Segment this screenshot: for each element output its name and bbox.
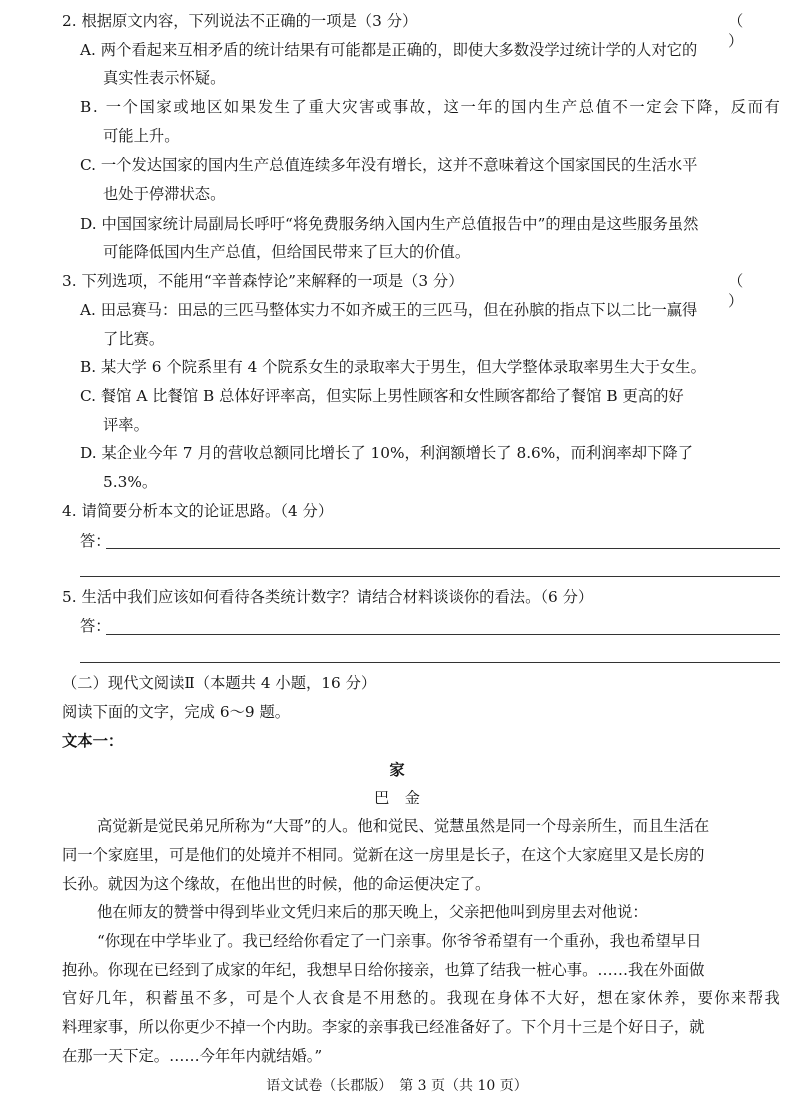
question-3-option-d: D. 某企业今年 7 月的营收总额同比增长了 10%，利润额增长了 8.6%，而利润率却下降了 xyxy=(80,444,693,462)
question-2-stem: 2. 根据原文内容，下列说法不正确的一项是（3 分） xyxy=(62,12,418,30)
article-line-9: 在那一天下定。……今年年内就结婚。” xyxy=(62,1047,323,1065)
question-2-answer-bracket: （ ） xyxy=(728,12,772,50)
question-2-option-d: D. 中国国家统计局副局长呼吁“将免费服务纳入国内生产总值报告中”的理由是这些服务虽然 xyxy=(80,215,699,233)
section-instruction: 阅读下面的文字，完成 6～9 题。 xyxy=(62,703,291,721)
article-line-6: 抱孙。你现在已经到了成家的年纪，我想早日给你接亲，也算了结我一桩心事。……我在外面做 xyxy=(62,961,705,979)
question-3-option-c-cont: 评率。 xyxy=(103,416,149,434)
question-3-answer-bracket: （ ） xyxy=(728,272,772,310)
article-line-4: 他在师友的赞誉中得到毕业文凭归来后的那天晚上，父亲把他叫到房里去对他说： xyxy=(97,903,648,921)
question-3-option-a-cont: 了比赛。 xyxy=(103,330,165,348)
question-2-option-b: B. 一个国家或地区如果发生了重大灾害或事故，这一年的国内生产总值不一定会下降，反而有 xyxy=(80,98,782,116)
article-line-5: “你现在中学毕业了。我已经给你看定了一门亲事。你爷爷希望有一个重孙，我也希望早日 xyxy=(97,932,702,950)
question-3-option-d-cont: 5.3%。 xyxy=(103,473,158,491)
question-2-option-c: C. 一个发达国家的国内生产总值连续多年没有增长，这并不意味着这个国家国民的生活水平 xyxy=(80,156,698,174)
question-2-option-c-cont: 也处于停滞状态。 xyxy=(103,185,226,203)
question-3-stem: 3. 下列选项，不能用“辛普森悖论”来解释的一项是（3 分） xyxy=(62,272,464,290)
article-author: 巴 金 xyxy=(374,789,420,807)
question-2-option-d-cont: 可能降低国内生产总值，但给国民带来了巨大的价值。 xyxy=(103,243,471,261)
question-4-answer-line-1[interactable] xyxy=(106,548,780,549)
article-title: 家 xyxy=(389,761,405,779)
question-3-option-c: C. 餐馆 A 比餐馆 B 总体好评率高，但实际上男性顾客和女性顾客都给了餐馆 B 更高的好 xyxy=(80,387,684,405)
question-4-stem: 4. 请简要分析本文的论证思路。（4 分） xyxy=(62,502,334,520)
question-2-option-b-cont: 可能上升。 xyxy=(103,127,180,145)
question-5-answer-label: 答： xyxy=(80,617,111,635)
question-5-stem: 5. 生活中我们应该如何看待各类统计数字？请结合材料谈谈你的看法。（6 分） xyxy=(62,588,594,606)
article-line-1: 高觉新是觉民弟兄所称为“大哥”的人。他和觉民、觉慧虽然是同一个母亲所生，而且生活在 xyxy=(97,817,710,835)
article-line-7: 官好几年，积蓄虽不多，可是个人衣食是不用愁的。我现在身体不大好，想在家休养，要你来帮我 xyxy=(62,989,782,1007)
question-4-answer-line-2[interactable] xyxy=(80,576,780,577)
question-3-option-b: B. 某大学 6 个院系里有 4 个院系女生的录取率大于男生，但大学整体录取率男生大于女生。 xyxy=(80,358,706,376)
article-line-2: 同一个家庭里，可是他们的处境并不相同。觉新在这一房里是长子，在这个大家庭里又是长房的 xyxy=(62,846,705,864)
article-line-8: 料理家事，所以你更少不掉一个内助。李家的亲事我已经准备好了。下个月十三是个好日子，就 xyxy=(62,1018,705,1036)
question-2-option-a: A. 两个看起来互相矛盾的统计结果有可能都是正确的，即使大多数没学过统计学的人对它的 xyxy=(80,41,698,59)
article-line-3: 长孙。就因为这个缘故，在他出世的时候，他的命运便决定了。 xyxy=(62,875,491,893)
page-footer: 语文试卷（长郡版） 第 3 页（共 10 页） xyxy=(266,1078,528,1094)
question-5-answer-line-2[interactable] xyxy=(80,662,780,663)
question-2-option-a-cont: 真实性表示怀疑。 xyxy=(103,69,226,87)
section-title: （二）现代文阅读Ⅱ（本题共 4 小题，16 分） xyxy=(62,674,377,692)
question-4-answer-label: 答： xyxy=(80,532,111,550)
question-5-answer-line-1[interactable] xyxy=(106,634,780,635)
text-one-label: 文本一： xyxy=(62,732,124,750)
question-3-option-a: A. 田忌赛马：田忌的三匹马整体实力不如齐威王的三匹马，但在孙膑的指点下以二比一赢得 xyxy=(80,301,698,319)
